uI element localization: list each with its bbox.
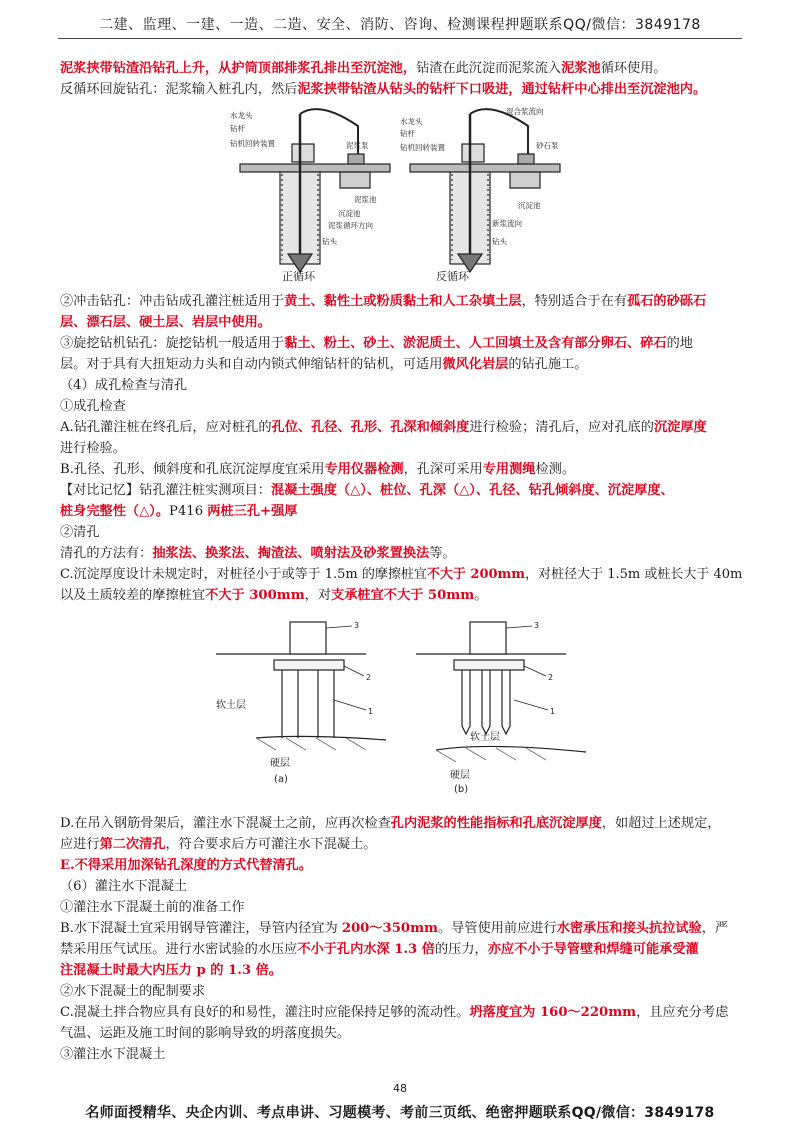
text: 清孔的方法有： xyxy=(60,546,153,561)
highlight: 专用仪器检测 xyxy=(324,462,404,477)
text: ，对桩径大于 1.5m 或桩长大于 40m xyxy=(525,567,743,582)
highlight: 不大于 300mm xyxy=(205,588,305,603)
ground-surface xyxy=(240,164,390,172)
text-line-15 xyxy=(60,543,750,564)
highlight: 层、漂石层、硬土层、岩层中使用。 xyxy=(60,315,271,330)
text-line-19 xyxy=(60,834,750,855)
highlight: 抽浆法、换浆法、掏渣法、喷射法及砂浆置换法 xyxy=(152,546,430,561)
hard-layer-line xyxy=(436,746,586,752)
text: 。 xyxy=(474,588,488,603)
num-3-b: 3 xyxy=(534,621,540,630)
label-mixflow-right: 混合浆流向 xyxy=(506,107,544,116)
text-line-26 xyxy=(60,981,750,1002)
text: 等。 xyxy=(429,546,456,561)
text-line-9 xyxy=(60,417,750,438)
highlight: 200～350mm xyxy=(341,921,438,936)
text-line-13 xyxy=(60,501,750,522)
rotary-device xyxy=(462,144,484,162)
highlight: 黏土、粉土、砂土、淤泥质土、人工回填土及含有部分卵石、碎石 xyxy=(284,336,667,351)
text-line-12 xyxy=(60,480,750,501)
pile-cap xyxy=(454,660,524,670)
text: 的钻孔施工。 xyxy=(508,357,588,372)
text: ②冲击钻孔：冲击钻成孔灌注桩适用于 xyxy=(60,294,285,309)
text: ，严 xyxy=(701,921,729,936)
text: ，符合要求后方可灌注水下混凝土。 xyxy=(165,837,377,852)
num-2-b: 2 xyxy=(548,673,554,682)
subheading: ①成孔检查 xyxy=(60,399,126,414)
label-settle-right: 沉淀池 xyxy=(518,201,541,210)
highlight: 水密承压和接头抗拉试验 xyxy=(556,921,702,936)
pile-shaft xyxy=(502,670,510,734)
text: B.孔径、孔形、倾斜度和孔底沉淀厚度宜采用 xyxy=(60,462,325,477)
text-line-11 xyxy=(60,459,750,480)
text: 应进行 xyxy=(60,837,100,852)
subheading: （6）灌注水下混凝土 xyxy=(60,879,188,894)
num-3-a: 3 xyxy=(354,621,360,630)
hard-layer-line xyxy=(256,736,386,740)
highlight: 微风化岩层 xyxy=(442,357,509,372)
highlight: E.不得采用加深钻孔深度的方式代替清孔。 xyxy=(60,858,313,873)
caption-reverse: 反循环 xyxy=(436,270,469,283)
left-diagram xyxy=(240,109,390,272)
text-line-17 xyxy=(60,585,750,606)
highlight: 桩身完整性（△）。 xyxy=(60,504,170,519)
text: 检测。 xyxy=(535,462,576,477)
text-line-24 xyxy=(60,939,750,960)
text: 进行检验。 xyxy=(60,441,126,456)
num-1-a: 1 xyxy=(368,707,374,716)
subheading: ③灌注水下混凝土 xyxy=(60,1047,166,1062)
label-settle-left: 沉淀池 xyxy=(338,209,361,218)
pile-shaft xyxy=(482,670,490,734)
text-line-8 xyxy=(60,396,750,417)
subheading: ①灌注水下混凝土前的准备工作 xyxy=(60,900,245,915)
highlight: 注混凝土时最大内压力 p 的 1.3 倍。 xyxy=(60,963,282,978)
subheading: ②水下混凝土的配制要求 xyxy=(60,984,206,999)
caption-forward: 正循环 xyxy=(282,270,315,283)
text: 层。对于具有大扭矩动力头和自动内锁式伸缩钻杆的钻机，可适用 xyxy=(60,357,443,372)
text: 反循环回旋钻孔：泥浆输入桩孔内，然后 xyxy=(60,82,298,97)
text-line-14 xyxy=(60,522,750,543)
text: ，且应充分考虑 xyxy=(636,1005,729,1020)
label-hose-right: 水龙头 xyxy=(400,117,423,126)
text: 【对比记忆】钻孔灌注桩实测项目： xyxy=(60,483,271,498)
mud-pit xyxy=(340,172,370,188)
label-gravelpump-right: 砂石泵 xyxy=(536,141,559,150)
text-line-3 xyxy=(60,291,750,312)
text-line-21 xyxy=(60,876,750,897)
label-hard-layer-b: 硬层 xyxy=(450,770,470,781)
label-pump-left: 泥浆泵 xyxy=(346,141,369,150)
highlight: 混凝土强度（△）、桩位、孔深（△）、孔径、钻孔倾斜度、沉淀厚度、 xyxy=(271,483,674,498)
label-soft-layer-a: 软土层 xyxy=(216,700,246,711)
pile-shaft xyxy=(462,670,470,734)
pile-cap xyxy=(274,660,344,670)
circulation-figure xyxy=(230,104,770,284)
pile-column xyxy=(470,622,506,654)
label-bit-left: 钻头 xyxy=(322,237,337,246)
text: P416 xyxy=(169,504,208,519)
highlight: 沉淀厚度 xyxy=(653,420,707,435)
subheading: ②清孔 xyxy=(60,525,100,540)
right-diagram xyxy=(410,109,560,272)
caption-b: (b) xyxy=(454,784,469,795)
highlight: 孔位、孔径、孔形、孔深和倾斜度 xyxy=(271,420,470,435)
text: 气温、运距及施工时间的影响导致的坍落度损失。 xyxy=(60,1026,351,1041)
label-mudpit-left: 泥浆池 xyxy=(354,195,377,204)
label-rotary-left: 钻机回转装置 xyxy=(230,139,275,148)
highlight: 支承桩宜不大于 50mm xyxy=(331,588,475,603)
text: 钻渣在此沉淀而泥浆流入 xyxy=(416,61,562,76)
text: 循环使用。 xyxy=(600,61,667,76)
highlight: 孤石的砂砾石 xyxy=(627,294,707,309)
text-line-4 xyxy=(60,312,750,333)
gravel-pump xyxy=(518,154,534,164)
label-soft-layer-b: 软土层 xyxy=(470,732,500,743)
highlight: 亦应不小于导管壁和焊缝可能承受灌 xyxy=(487,942,699,957)
highlight: 泥浆挟带钻渣沿钻孔上升，从护筒顶部排浆孔排出至沉淀池， xyxy=(60,61,417,76)
text: B.水下混凝土宜采用钢导管灌注，导管内径宜为 xyxy=(60,921,342,936)
rotary-device xyxy=(292,144,314,162)
text: ，孔深可采用 xyxy=(403,462,483,477)
subheading: （4）成孔检查与清孔 xyxy=(60,378,188,393)
text-line-22 xyxy=(60,897,750,918)
text: 禁采用压气试压。进行水密试验的水压应 xyxy=(60,942,298,957)
text-line-18 xyxy=(60,813,750,834)
label-hose-left: 水龙头 xyxy=(230,111,253,120)
settling-pit xyxy=(510,172,540,188)
text: A.钻孔灌注桩在终孔后，应对桩孔的 xyxy=(60,420,272,435)
text-line-7 xyxy=(60,375,750,396)
text-line-2 xyxy=(60,79,750,100)
text-line-10 xyxy=(60,438,750,459)
label-rod-right: 钻杆 xyxy=(400,129,415,138)
text: 。导管使用前应进行 xyxy=(437,921,557,936)
text-line-25 xyxy=(60,960,750,981)
text-line-5 xyxy=(60,333,750,354)
label-rotary-right: 钻机回转装置 xyxy=(400,143,445,152)
text: C.混凝土拌合物应具有良好的和易性，灌注时应能保持足够的流动性。 xyxy=(60,1005,470,1020)
caption-a: (a) xyxy=(274,774,288,785)
text-line-1 xyxy=(60,58,750,79)
highlight: 第二次清孔 xyxy=(99,837,166,852)
text: 的压力， xyxy=(435,942,488,957)
text-line-23 xyxy=(60,918,750,939)
highlight: 两桩三孔+强厚 xyxy=(207,504,298,519)
text: ，对 xyxy=(304,588,332,603)
text: ③旋挖钻机钻孔：旋挖钻机一般适用于 xyxy=(60,336,285,351)
text: 的地 xyxy=(666,336,693,351)
highlight: 黄土、黏性土或粉质黏土和人工杂填土层 xyxy=(284,294,522,309)
text-line-16 xyxy=(60,564,750,585)
label-newflow-right: 新浆流向 xyxy=(492,219,522,228)
text: D.在吊入钢筋骨架后，灌注水下混凝土之前，应再次检查 xyxy=(60,816,391,831)
highlight: 坍落度宜为 160～220mm xyxy=(469,1005,637,1020)
highlight: 不大于 200mm xyxy=(426,567,526,582)
pile-figure xyxy=(216,616,596,796)
label-flow-left: 泥浆循环方向 xyxy=(328,221,373,230)
num-2-a: 2 xyxy=(366,673,372,682)
text: 进行检验；清孔后，应对孔底的 xyxy=(469,420,654,435)
highlight: 泥浆挟带钻渣从钻头的钻杆下口吸进，通过钻杆中心排出至沉淀池内。 xyxy=(297,82,707,97)
page-footer: 名师面授精华、央企内训、考点串讲、习题模考、考前三页纸、绝密押题联系QQ/微信：3849178 xyxy=(85,1105,715,1121)
text: ，如超过上述规定， xyxy=(601,816,721,831)
text-line-29 xyxy=(60,1044,750,1065)
header-divider xyxy=(58,38,742,39)
text: C.沉淀厚度设计未规定时，对桩径小于或等于 1.5m 的摩擦桩宜 xyxy=(60,567,427,582)
mud-pump xyxy=(348,154,364,164)
highlight: 孔内泥浆的性能指标和孔底沉淀厚度 xyxy=(390,816,602,831)
text: 以及土质较差的摩擦桩宜 xyxy=(60,588,206,603)
label-rod-left: 钻杆 xyxy=(230,124,245,133)
label-hard-layer-a: 硬层 xyxy=(270,758,290,769)
page-header: 二建、监理、一建、一造、二造、安全、消防、咨询、检测课程押题联系QQ/微信：3849178 xyxy=(99,17,701,33)
text-line-27 xyxy=(60,1002,750,1023)
ground-surface xyxy=(410,164,560,172)
highlight: 泥浆池 xyxy=(561,61,601,76)
pile-column xyxy=(290,622,326,654)
page-number: 48 xyxy=(393,1082,407,1095)
highlight: 专用测绳 xyxy=(482,462,536,477)
pile-diagram-b xyxy=(416,622,586,762)
num-1-b: 1 xyxy=(550,707,556,716)
text: ，特别适合于在有 xyxy=(521,294,628,309)
highlight: 不小于孔内水深 1.3 倍 xyxy=(297,942,435,957)
text-line-20 xyxy=(60,855,750,876)
text-line-28 xyxy=(60,1023,750,1044)
label-bit-right: 钻头 xyxy=(492,237,507,246)
pile-diagram-a xyxy=(216,622,386,750)
text-line-6 xyxy=(60,354,750,375)
